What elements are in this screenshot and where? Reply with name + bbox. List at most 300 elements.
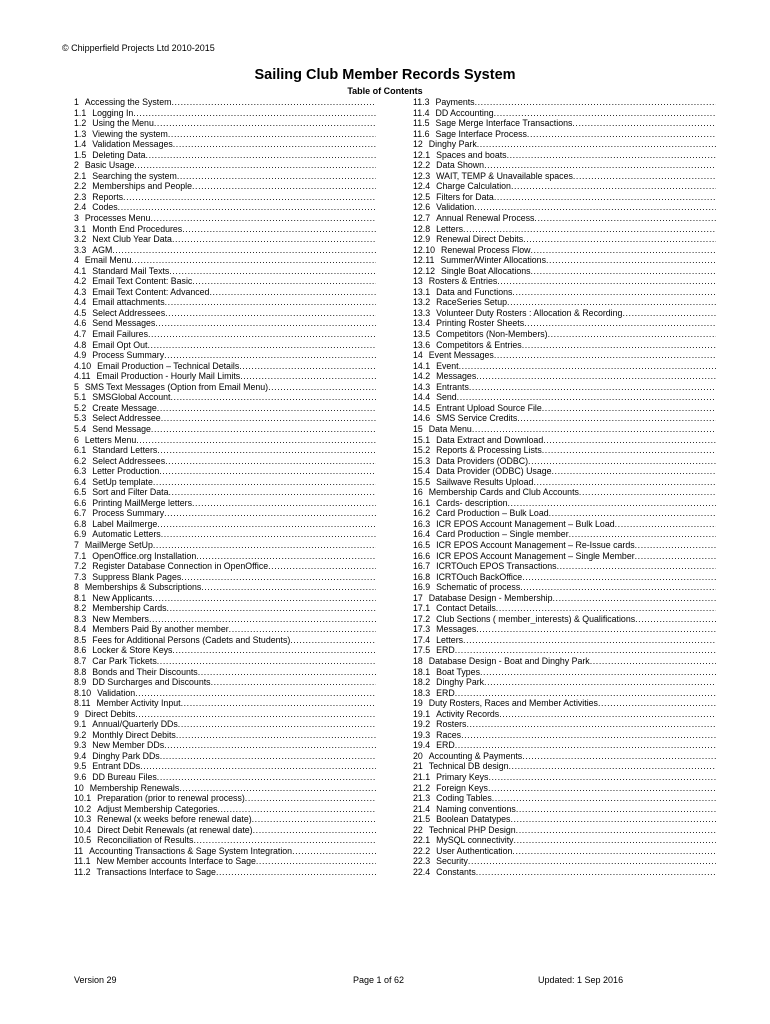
- toc-entry-number: 5.2: [74, 402, 87, 413]
- toc-dot-leader: [173, 139, 376, 150]
- toc-entry[interactable]: [413, 129, 716, 140]
- toc-entry[interactable]: [413, 593, 716, 604]
- toc-entry[interactable]: [74, 709, 376, 720]
- toc-entry[interactable]: [413, 192, 716, 203]
- toc-entry[interactable]: [74, 772, 376, 783]
- toc-entry-title: Dinghy Park: [428, 139, 477, 150]
- toc-entry-number: 12.1: [413, 149, 431, 160]
- toc-entry[interactable]: [74, 255, 376, 266]
- toc-entry-title: Data Providers (ODBC): [436, 455, 529, 466]
- toc-entry[interactable]: [413, 456, 716, 467]
- toc-entry-title: Searching the system: [92, 170, 177, 181]
- toc-entry[interactable]: [74, 403, 376, 414]
- toc-entry[interactable]: [413, 772, 716, 783]
- toc-entry-number: 8.11: [74, 698, 91, 709]
- toc-entry-title: ERD: [436, 645, 455, 656]
- toc-entry-number: 21.2: [413, 782, 431, 793]
- toc-entry[interactable]: [413, 498, 716, 509]
- toc-entry[interactable]: [74, 139, 376, 150]
- toc-entry-title: Sage Merge Interface Transactions: [435, 118, 573, 129]
- toc-entry-number: 14.6: [413, 413, 431, 424]
- toc-entry-title: Event: [436, 360, 459, 371]
- toc-entry[interactable]: [413, 255, 716, 266]
- toc-entry-title: New Members: [92, 613, 149, 624]
- toc-entry[interactable]: [74, 108, 376, 119]
- toc-entry[interactable]: [74, 245, 376, 256]
- toc-entry[interactable]: [74, 519, 376, 530]
- toc-dot-leader: [239, 361, 376, 372]
- toc-entry[interactable]: [74, 751, 376, 762]
- toc-dot-leader: [123, 192, 376, 203]
- toc-entry-number: 11.6: [413, 128, 430, 139]
- toc-entry-number: 12.11: [413, 255, 435, 266]
- toc-entry-title: Direct Debits: [84, 708, 136, 719]
- toc-heading: Table of Contents: [347, 86, 423, 96]
- toc-entry[interactable]: [74, 445, 376, 456]
- toc-dot-leader: [140, 761, 376, 772]
- toc-entry-number: 15: [413, 423, 423, 434]
- toc-dot-leader: [181, 572, 376, 583]
- toc-dot-leader: [157, 656, 376, 667]
- toc-dot-leader: [507, 297, 716, 308]
- toc-entry[interactable]: [74, 783, 376, 794]
- toc-entry-number: 16.6: [413, 550, 431, 561]
- toc-entry-number: 12.6: [413, 202, 431, 213]
- toc-entry[interactable]: [74, 266, 376, 277]
- toc-entry[interactable]: [74, 593, 376, 604]
- toc-entry[interactable]: [74, 551, 376, 562]
- toc-entry[interactable]: [413, 783, 716, 794]
- toc-dot-leader: [169, 487, 376, 498]
- toc-dot-leader: [178, 719, 376, 730]
- toc-entry[interactable]: [413, 856, 716, 867]
- toc-entry[interactable]: [74, 487, 376, 498]
- toc-entry[interactable]: [413, 667, 716, 678]
- toc-dot-leader: [461, 730, 716, 741]
- toc-entry-title: Send Message: [92, 423, 151, 434]
- toc-entry[interactable]: [74, 856, 376, 867]
- toc-dot-leader: [573, 171, 716, 182]
- toc-entry-number: 20: [413, 750, 423, 761]
- toc-entry-number: 1.2: [74, 118, 87, 129]
- toc-dot-leader: [165, 297, 376, 308]
- toc-entry-number: 6.9: [74, 529, 87, 540]
- toc-dot-leader: [157, 403, 376, 414]
- toc-entry-number: 10: [74, 782, 84, 793]
- toc-entry-number: 2.1: [74, 170, 87, 181]
- toc-dot-leader: [193, 835, 376, 846]
- toc-entry-title: Logging In: [92, 107, 134, 118]
- toc-entry[interactable]: [413, 709, 716, 720]
- toc-entry-title: Single Boat Allocations: [441, 265, 531, 276]
- toc-entry-title: Duty Rosters, Races and Member Activities: [428, 698, 598, 709]
- toc-entry[interactable]: [413, 318, 716, 329]
- toc-entry-number: 8.2: [74, 603, 87, 614]
- toc-entry[interactable]: [74, 350, 376, 361]
- toc-entry[interactable]: [74, 677, 376, 688]
- toc-entry[interactable]: [74, 698, 376, 709]
- toc-entry-number: 13.6: [413, 339, 431, 350]
- toc-entry-number: 9: [74, 708, 79, 719]
- toc-entry-number: 11.1: [74, 856, 91, 867]
- toc-entry[interactable]: [413, 213, 716, 224]
- toc-dot-leader: [516, 825, 716, 836]
- toc-entry-title: Suppress Blank Pages: [92, 571, 182, 582]
- toc-dot-leader: [476, 371, 716, 382]
- toc-entry-title: Card Production – Bulk Load: [436, 508, 549, 519]
- toc-entry-number: 10.5: [74, 835, 92, 846]
- toc-dot-leader: [171, 97, 376, 108]
- toc-entry-title: Register Database Connection in OpenOffice: [92, 561, 269, 572]
- toc-entry[interactable]: [413, 761, 716, 772]
- toc-dot-leader: [252, 814, 376, 825]
- toc-entry-number: 22.3: [413, 856, 431, 867]
- toc-entry-number: 17.2: [413, 613, 431, 624]
- footer-page-number: Page 1 of 62: [353, 975, 405, 985]
- toc-dot-leader: [517, 413, 716, 424]
- toc-entry[interactable]: [74, 224, 376, 235]
- toc-entry[interactable]: [74, 825, 376, 836]
- toc-entry-title: DD Bureau Files: [92, 772, 157, 782]
- toc-dot-leader: [569, 529, 716, 540]
- toc-dot-leader: [522, 340, 716, 351]
- toc-entry[interactable]: [413, 181, 716, 192]
- toc-dot-leader: [474, 202, 716, 213]
- toc-entry[interactable]: [74, 719, 376, 730]
- toc-dot-leader: [463, 224, 716, 235]
- toc-entry[interactable]: [413, 835, 716, 846]
- toc-entry[interactable]: [74, 160, 376, 171]
- toc-entry[interactable]: [74, 213, 376, 224]
- toc-dot-leader: [499, 709, 716, 720]
- toc-entry[interactable]: [74, 361, 376, 372]
- toc-entry-number: 2: [74, 160, 79, 171]
- toc-entry[interactable]: [413, 529, 716, 540]
- toc-entry-number: 22.2: [413, 845, 431, 856]
- toc-dot-leader: [508, 498, 716, 509]
- toc-entry[interactable]: [74, 97, 376, 108]
- toc-entry-title: Email attachments: [92, 297, 165, 308]
- toc-entry[interactable]: [74, 329, 376, 340]
- toc-entry[interactable]: [74, 413, 376, 424]
- toc-dot-leader: [152, 593, 376, 604]
- toc-entry-number: 2.4: [74, 202, 87, 213]
- toc-entry[interactable]: [413, 740, 716, 751]
- toc-entry[interactable]: [413, 435, 716, 446]
- toc-dot-leader: [523, 234, 716, 245]
- toc-entry-title: Volunteer Duty Rosters : Allocation & Recording: [436, 307, 623, 318]
- toc-dot-leader: [512, 287, 716, 298]
- toc-entry[interactable]: [413, 551, 716, 562]
- toc-entry[interactable]: [413, 361, 716, 372]
- toc-entry[interactable]: [413, 466, 716, 477]
- toc-dot-leader: [155, 318, 376, 329]
- toc-entry-number: 15.4: [413, 466, 431, 477]
- toc-entry[interactable]: [413, 202, 716, 213]
- toc-dot-leader: [182, 224, 376, 235]
- toc-entry-number: 12.9: [413, 234, 431, 245]
- toc-entry-title: MailMerge SetUp: [84, 539, 153, 550]
- toc-entry[interactable]: [413, 413, 716, 424]
- toc-entry[interactable]: [74, 234, 376, 245]
- toc-entry[interactable]: [74, 181, 376, 192]
- toc-entry[interactable]: [413, 445, 716, 456]
- toc-entry[interactable]: [74, 118, 376, 129]
- toc-entry[interactable]: [413, 297, 716, 308]
- toc-entry[interactable]: [413, 160, 716, 171]
- toc-entry-number: 8.9: [74, 677, 87, 688]
- toc-entry[interactable]: [74, 561, 376, 572]
- toc-dot-leader: [159, 466, 376, 477]
- document-title: Sailing Club Member Records System: [254, 67, 516, 83]
- toc-entry[interactable]: [413, 645, 716, 656]
- toc-entry[interactable]: [413, 340, 716, 351]
- toc-entry[interactable]: [413, 846, 716, 857]
- toc-dot-leader: [153, 477, 376, 488]
- toc-dot-leader: [507, 150, 716, 161]
- toc-entry[interactable]: [74, 150, 376, 161]
- toc-entry[interactable]: [74, 540, 376, 551]
- toc-entry[interactable]: [413, 540, 716, 551]
- toc-entry[interactable]: [74, 582, 376, 593]
- toc-dot-leader: [533, 477, 716, 488]
- toc-entry[interactable]: [413, 561, 716, 572]
- toc-entry[interactable]: [413, 276, 716, 287]
- toc-entry[interactable]: [413, 656, 716, 667]
- toc-entry-number: 16.3: [413, 518, 431, 529]
- toc-dot-leader: [164, 350, 376, 361]
- toc-entry-number: 21.5: [413, 814, 431, 825]
- toc-entry[interactable]: [74, 730, 376, 741]
- toc-dot-leader: [256, 856, 376, 867]
- toc-entry[interactable]: [74, 603, 376, 614]
- toc-entry-number: 18.1: [413, 666, 431, 677]
- toc-entry-title: Printing MailMerge letters: [92, 497, 192, 508]
- toc-dot-leader: [135, 688, 376, 699]
- toc-entry[interactable]: [413, 519, 716, 530]
- toc-entry[interactable]: [74, 287, 376, 298]
- toc-entry[interactable]: [413, 814, 716, 825]
- toc-entry-title: Email Menu: [84, 255, 132, 266]
- toc-entry[interactable]: [413, 424, 716, 435]
- toc-entry[interactable]: [413, 614, 716, 625]
- toc-entry[interactable]: [74, 297, 376, 308]
- toc-entry[interactable]: [413, 688, 716, 699]
- toc-entry[interactable]: [413, 171, 716, 182]
- toc-entry-title: Sort and Filter Data: [92, 487, 169, 498]
- toc-entry[interactable]: [413, 287, 716, 298]
- footer-updated-date: Updated: 1 Sep 2016: [538, 975, 624, 985]
- toc-entry[interactable]: [74, 572, 376, 583]
- toc-entry-number: 12: [413, 139, 423, 150]
- toc-entry-title: Bonds and Their Discounts: [92, 666, 198, 677]
- toc-entry[interactable]: [413, 698, 716, 709]
- toc-entry-title: Letters Menu: [84, 434, 137, 445]
- toc-dot-leader: [168, 129, 376, 140]
- toc-entry-title: Membership Cards and Club Accounts: [428, 487, 579, 498]
- toc-entry[interactable]: [413, 382, 716, 393]
- toc-entry[interactable]: [74, 456, 376, 467]
- toc-entry[interactable]: [413, 793, 716, 804]
- toc-dot-leader: [172, 234, 376, 245]
- toc-entry-number: 16.4: [413, 529, 431, 540]
- toc-entry[interactable]: [74, 529, 376, 540]
- toc-entry-title: Rosters: [436, 719, 467, 730]
- toc-entry[interactable]: [74, 508, 376, 519]
- toc-dot-leader: [542, 403, 716, 414]
- toc-entry[interactable]: [413, 245, 716, 256]
- toc-entry[interactable]: [413, 719, 716, 730]
- toc-dot-leader: [170, 392, 376, 403]
- toc-entry-title: Letter Production: [92, 466, 160, 477]
- toc-entry[interactable]: [74, 340, 376, 351]
- toc-entry-title: Spaces and boats: [436, 149, 507, 160]
- toc-entry-number: 17.4: [413, 634, 431, 645]
- toc-entry-number: 21.4: [413, 803, 431, 814]
- toc-entry-number: 13: [413, 276, 423, 287]
- toc-entry[interactable]: [413, 150, 716, 161]
- toc-entry[interactable]: [74, 171, 376, 182]
- toc-entry[interactable]: [413, 603, 716, 614]
- toc-entry[interactable]: [74, 435, 376, 446]
- toc-entry[interactable]: [74, 392, 376, 403]
- toc-entry-title: Card Production – Single member: [436, 529, 569, 540]
- toc-entry[interactable]: [74, 667, 376, 678]
- toc-entry[interactable]: [74, 498, 376, 509]
- toc-dot-leader: [268, 561, 376, 572]
- toc-entry[interactable]: [74, 318, 376, 329]
- toc-entry[interactable]: [413, 477, 716, 488]
- toc-entry[interactable]: [413, 308, 716, 319]
- toc-entry[interactable]: [413, 97, 716, 108]
- toc-entry-title: Races: [436, 729, 462, 740]
- toc-entry-number: 6.2: [74, 455, 87, 466]
- toc-dot-leader: [229, 624, 376, 635]
- toc-entry[interactable]: [74, 202, 376, 213]
- toc-entry[interactable]: [74, 740, 376, 751]
- toc-entry[interactable]: [74, 867, 376, 878]
- toc-entry-number: 8.7: [74, 655, 87, 666]
- toc-entry-title: Sailwave Results Upload: [436, 476, 534, 487]
- toc-entry[interactable]: [413, 118, 716, 129]
- toc-entry-title: Reports & Processing Lists: [436, 445, 542, 456]
- toc-entry[interactable]: [413, 635, 716, 646]
- toc-entry[interactable]: [413, 582, 716, 593]
- toc-entry-title: Standard Mail Texts: [92, 265, 170, 276]
- toc-entry[interactable]: [74, 635, 376, 646]
- toc-dot-leader: [494, 192, 716, 203]
- toc-entry[interactable]: [74, 614, 376, 625]
- toc-entry[interactable]: [413, 751, 716, 762]
- toc-entry-title: Members Paid By another member: [92, 624, 229, 635]
- toc-entry-number: 5.4: [74, 423, 87, 434]
- toc-entry[interactable]: [413, 487, 716, 498]
- toc-entry-title: Email Production – Technical Details: [97, 360, 240, 371]
- toc-entry[interactable]: [74, 688, 376, 699]
- toc-entry[interactable]: [74, 276, 376, 287]
- toc-entry[interactable]: [413, 508, 716, 519]
- toc-entry-title: Schematic of process: [436, 582, 521, 593]
- toc-entry[interactable]: [413, 624, 716, 635]
- toc-entry[interactable]: [413, 329, 716, 340]
- toc-entry[interactable]: [413, 266, 716, 277]
- toc-dot-leader: [457, 392, 716, 403]
- toc-entry-title: Annual Renewal Process: [436, 213, 535, 224]
- toc-entry[interactable]: [74, 371, 376, 382]
- toc-entry[interactable]: [74, 466, 376, 477]
- toc-entry-title: Database Design - Boat and Dinghy Park: [428, 655, 590, 666]
- toc-dot-leader: [149, 614, 376, 625]
- toc-entry[interactable]: [413, 403, 716, 414]
- toc-dot-leader: [463, 635, 716, 646]
- toc-entry[interactable]: [413, 804, 716, 815]
- toc-entry[interactable]: [74, 656, 376, 667]
- toc-entry[interactable]: [74, 793, 376, 804]
- toc-entry[interactable]: [74, 477, 376, 488]
- toc-entry-title: SMSGlobal Account: [92, 392, 171, 403]
- toc-entry[interactable]: [74, 308, 376, 319]
- toc-dot-leader: [245, 793, 376, 804]
- toc-entry-title: WAIT, TEMP & Unavailable spaces: [436, 170, 573, 181]
- toc-entry[interactable]: [413, 108, 716, 119]
- toc-entry[interactable]: [413, 572, 716, 583]
- toc-entry-number: 12.4: [413, 181, 431, 192]
- toc-entry[interactable]: [413, 234, 716, 245]
- toc-entry-number: 12.12: [413, 265, 436, 276]
- toc-entry[interactable]: [74, 846, 376, 857]
- toc-entry[interactable]: [74, 424, 376, 435]
- toc-entry[interactable]: [413, 677, 716, 688]
- toc-entry[interactable]: [74, 129, 376, 140]
- toc-entry-title: Month End Procedures: [92, 223, 183, 234]
- toc-entry[interactable]: [413, 139, 716, 150]
- toc-dot-leader: [468, 856, 716, 867]
- toc-dot-leader: [531, 266, 716, 277]
- toc-dot-leader: [524, 318, 716, 329]
- toc-entry-number: 5: [74, 381, 79, 392]
- toc-entry[interactable]: [74, 761, 376, 772]
- toc-entry[interactable]: [413, 730, 716, 741]
- toc-entry[interactable]: [74, 382, 376, 393]
- toc-entry-number: 1.1: [74, 107, 87, 118]
- toc-entry[interactable]: [413, 867, 716, 878]
- toc-entry[interactable]: [74, 814, 376, 825]
- toc-entry-title: Locker & Store Keys: [92, 645, 173, 656]
- toc-entry[interactable]: [413, 371, 716, 382]
- toc-entry-title: Competitors & Entries: [436, 339, 522, 350]
- toc-entry[interactable]: [413, 224, 716, 235]
- toc-dot-leader: [196, 551, 376, 562]
- toc-entry[interactable]: [74, 645, 376, 656]
- toc-entry-number: 4.7: [74, 329, 87, 340]
- toc-entry[interactable]: [74, 192, 376, 203]
- toc-entry-title: Boolean Datatypes: [436, 814, 511, 825]
- toc-entry[interactable]: [413, 392, 716, 403]
- toc-entry-number: 16: [413, 487, 423, 498]
- toc-entry-number: 13.1: [413, 286, 431, 297]
- toc-dot-leader: [509, 761, 716, 772]
- toc-dot-leader: [161, 413, 376, 424]
- toc-entry-number: 4.2: [74, 276, 87, 287]
- toc-entry[interactable]: [413, 825, 716, 836]
- toc-entry-number: 6.1: [74, 445, 87, 456]
- toc-entry[interactable]: [74, 804, 376, 815]
- toc-entry-title: Accessing the System: [84, 97, 172, 107]
- toc-entry[interactable]: [74, 835, 376, 846]
- toc-entry[interactable]: [74, 624, 376, 635]
- toc-entry-number: 10.3: [74, 814, 92, 825]
- toc-entry[interactable]: [413, 350, 716, 361]
